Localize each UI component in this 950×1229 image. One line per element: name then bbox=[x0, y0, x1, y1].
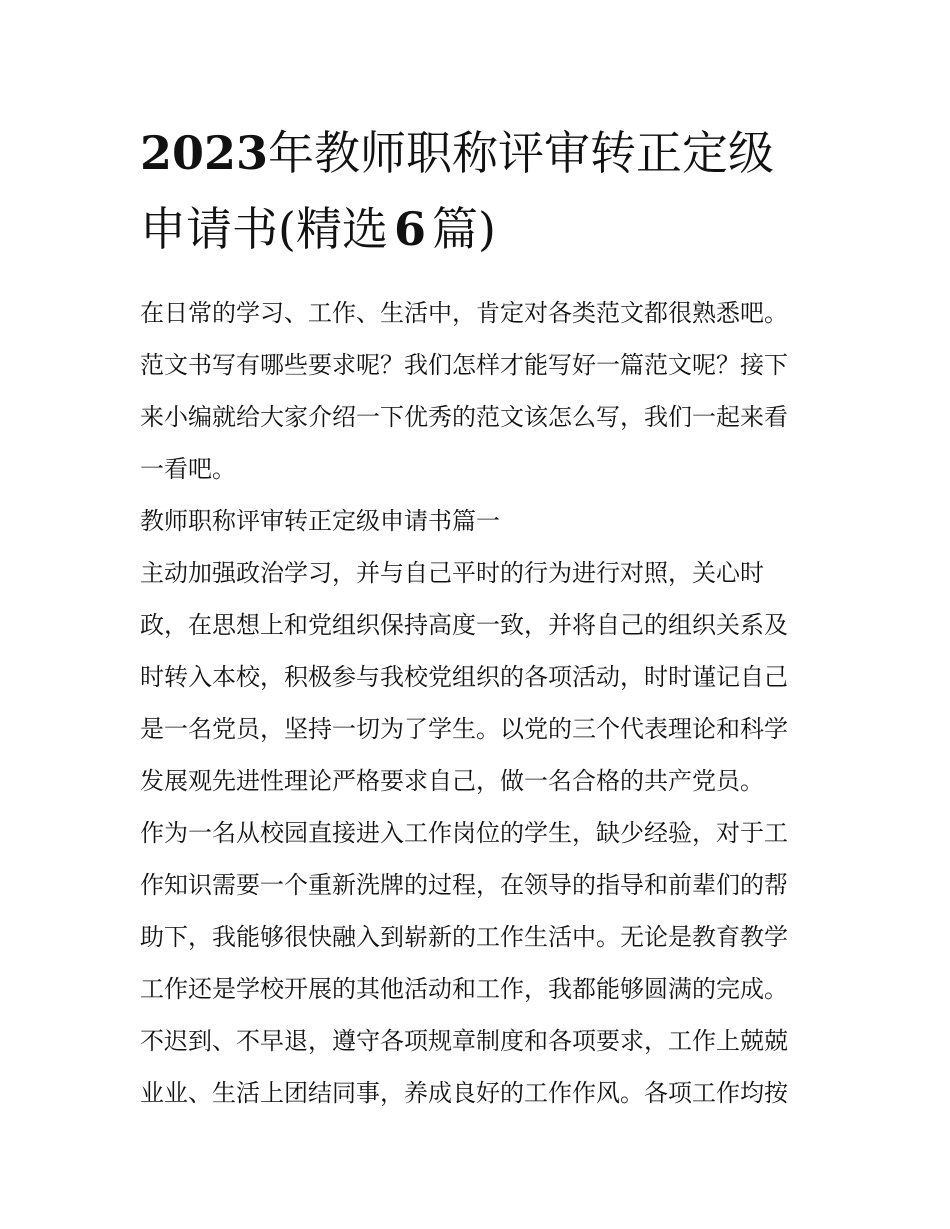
body-line: 在日常的学习、工作、生活中，肯定对各类范文都很熟悉吧。 bbox=[140, 299, 788, 327]
section-heading: 教师职称评审转正定级申请书篇一 bbox=[140, 507, 500, 535]
body-line: 作知识需要一个重新洗牌的过程，在领导的指导和前辈们的帮 bbox=[140, 871, 788, 899]
title-text-1: 年教师职称评审转正定级 bbox=[268, 126, 775, 180]
title-text-2: 申请书(精选 bbox=[140, 202, 388, 256]
body-line: 时转入本校，积极参与我校党组织的各项活动，时时谨记自己 bbox=[140, 663, 788, 691]
body-line: 是一名党员，坚持一切为了学生。以党的三个代表理论和科学 bbox=[140, 715, 788, 743]
document-title bbox=[140, 0, 815, 267]
body-line: 来小编就给大家介绍一下优秀的范文该怎么写，我们一起来看 bbox=[140, 403, 788, 431]
body-line: 政，在思想上和党组织保持高度一致，并将自己的组织关系及 bbox=[140, 611, 788, 639]
body-line: 不迟到、不早退，遵守各项规章制度和各项要求，工作上兢兢 bbox=[140, 1027, 788, 1055]
body-line: 工作还是学校开展的其他活动和工作，我都能够圆满的完成。 bbox=[140, 975, 788, 1003]
body-line: 一看吧。 bbox=[140, 455, 236, 483]
document-body bbox=[140, 287, 815, 1119]
title-line-1 bbox=[140, 115, 815, 191]
body-line: 主动加强政治学习，并与自己平时的行为进行对照，关心时 bbox=[140, 559, 764, 587]
title-year: 2023 bbox=[140, 126, 269, 180]
body-line: 助下，我能够很快融入到崭新的工作生活中。无论是教育教学 bbox=[140, 923, 788, 951]
document-page bbox=[140, 0, 815, 1229]
title-count: 6 bbox=[393, 202, 426, 256]
title-text-3: 篇) bbox=[431, 202, 496, 256]
body-line: 作为一名从校园直接进入工作岗位的学生，缺少经验，对于工 bbox=[140, 819, 788, 847]
body-line: 范文书写有哪些要求呢？我们怎样才能写好一篇范文呢？接下 bbox=[140, 351, 788, 379]
body-line: 业业、生活上团结同事，养成良好的工作作风。各项工作均按 bbox=[140, 1079, 788, 1107]
title-line-2 bbox=[140, 191, 815, 267]
body-line: 发展观先进性理论严格要求自己，做一名合格的共产党员。 bbox=[140, 767, 764, 795]
